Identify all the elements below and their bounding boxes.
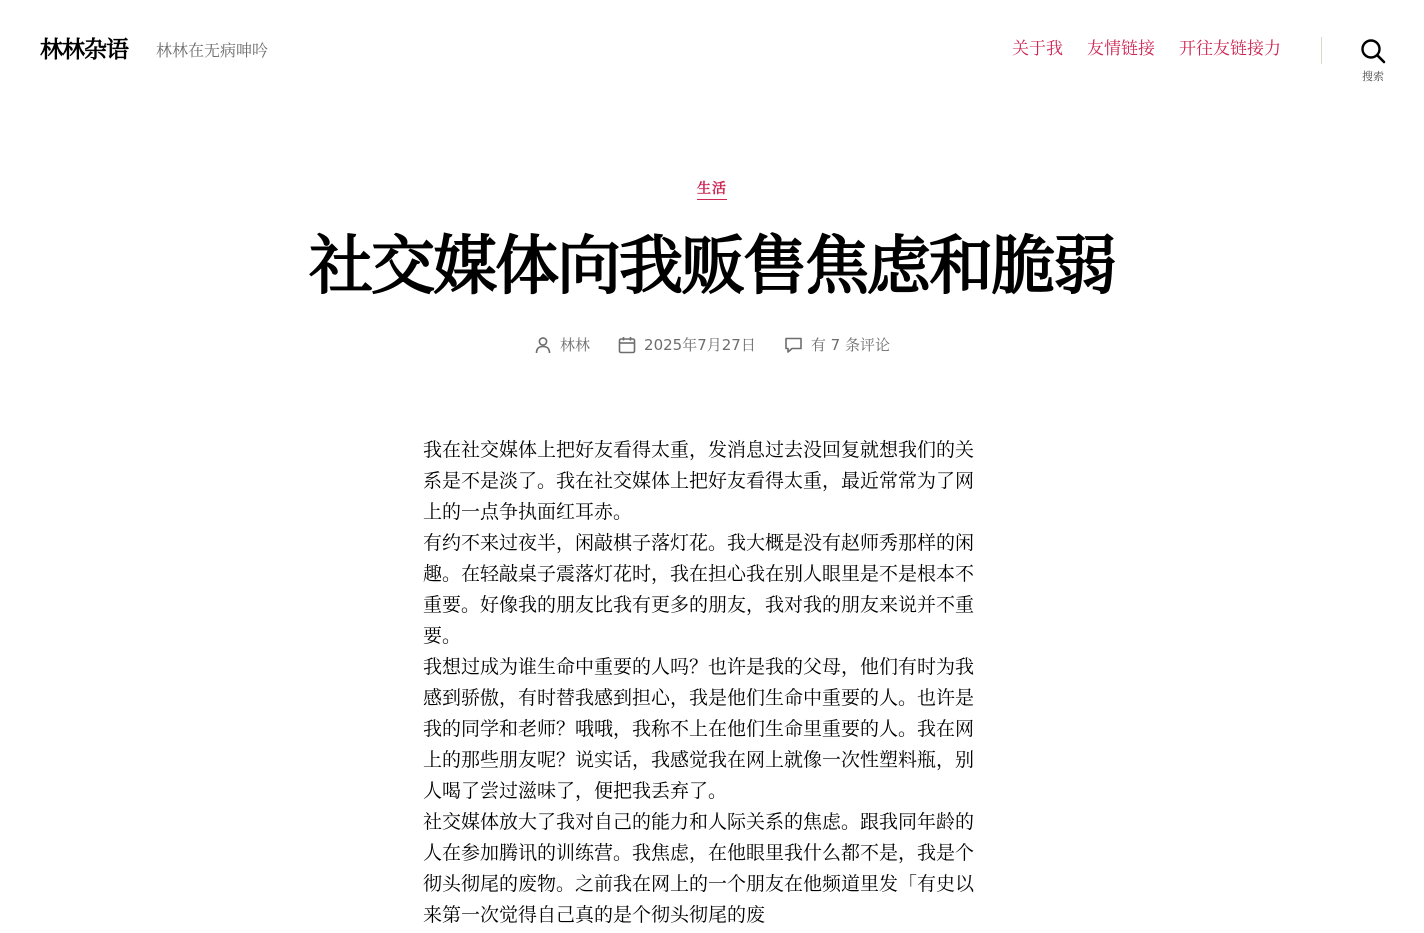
post-meta bbox=[0, 333, 1424, 357]
nav-item-friend-links[interactable]: 友情链接 bbox=[1087, 39, 1155, 59]
search-icon bbox=[1360, 38, 1386, 64]
nav-divider bbox=[1321, 37, 1322, 64]
comment-icon bbox=[784, 336, 803, 354]
paragraph: 有约不来过夜半，闲敲棋子落灯花。我大概是没有赵师秀那样的闲趣。在轻敲桌子震落灯花时，我在担心我在别人眼里是不是根本不重要。好像我的朋友比我有更多的朋友，我对我的朋友来说并不重要。 bbox=[423, 532, 975, 647]
user-icon bbox=[534, 336, 552, 354]
comments-link[interactable]: 有 7 条评论 bbox=[810, 336, 890, 354]
site-header bbox=[0, 0, 1424, 100]
search-toggle-button[interactable] bbox=[1344, 36, 1402, 88]
paragraph: 我想过成为谁生命中重要的人吗？也许是我的父母，他们有时为我感到骄傲，有时替我感到担心，我是他们生命中重要的人。也许是我的同学和老师？哦哦，我称不上在他们生命里重要的人。我在网上的那些朋友呢？说实话，我感觉我在网上就像一次性塑料瓶，别人喝了尝过滋味了，便把我丢弃了。 bbox=[423, 656, 975, 802]
search-label: 搜索 bbox=[1362, 70, 1384, 83]
author-link[interactable]: 林林 bbox=[560, 336, 591, 354]
calendar-icon bbox=[618, 336, 636, 354]
paragraph: 我在社交媒体上把好友看得太重，发消息过去没回复就想我们的关系是不是淡了。我在社交媒体上把好友看得太重，最近常常为了网上的一点争执面红耳赤。 bbox=[423, 439, 975, 523]
post-date bbox=[618, 333, 756, 357]
post-category bbox=[0, 178, 1424, 198]
primary-nav bbox=[1012, 36, 1281, 62]
date-link[interactable]: 2025年7月27日 bbox=[644, 336, 756, 354]
post-content bbox=[423, 435, 991, 931]
post-author bbox=[534, 333, 590, 357]
category-link[interactable]: 生活 bbox=[697, 181, 727, 200]
paragraph: 社交媒体放大了我对自己的能力和人际关系的焦虑。跟我同年龄的人在参加腾讯的训练营。我焦虑，在他眼里我什么都不是，我是个彻头彻尾的废物。之前我在网上的一个朋友在他频道里发「有史以来第一次觉得自己真的是个彻头彻尾的废 bbox=[423, 811, 975, 926]
site-description: 林林在无病呻吟 bbox=[156, 41, 269, 60]
site-title[interactable]: 林林杂语 bbox=[40, 37, 128, 63]
nav-item-travellings[interactable]: 开往友链接力 bbox=[1179, 39, 1281, 59]
post-title: 社交媒体向我贩售焦虑和脆弱 bbox=[309, 230, 1115, 304]
post-comments bbox=[784, 333, 890, 357]
nav-item-about[interactable]: 关于我 bbox=[1012, 39, 1063, 59]
